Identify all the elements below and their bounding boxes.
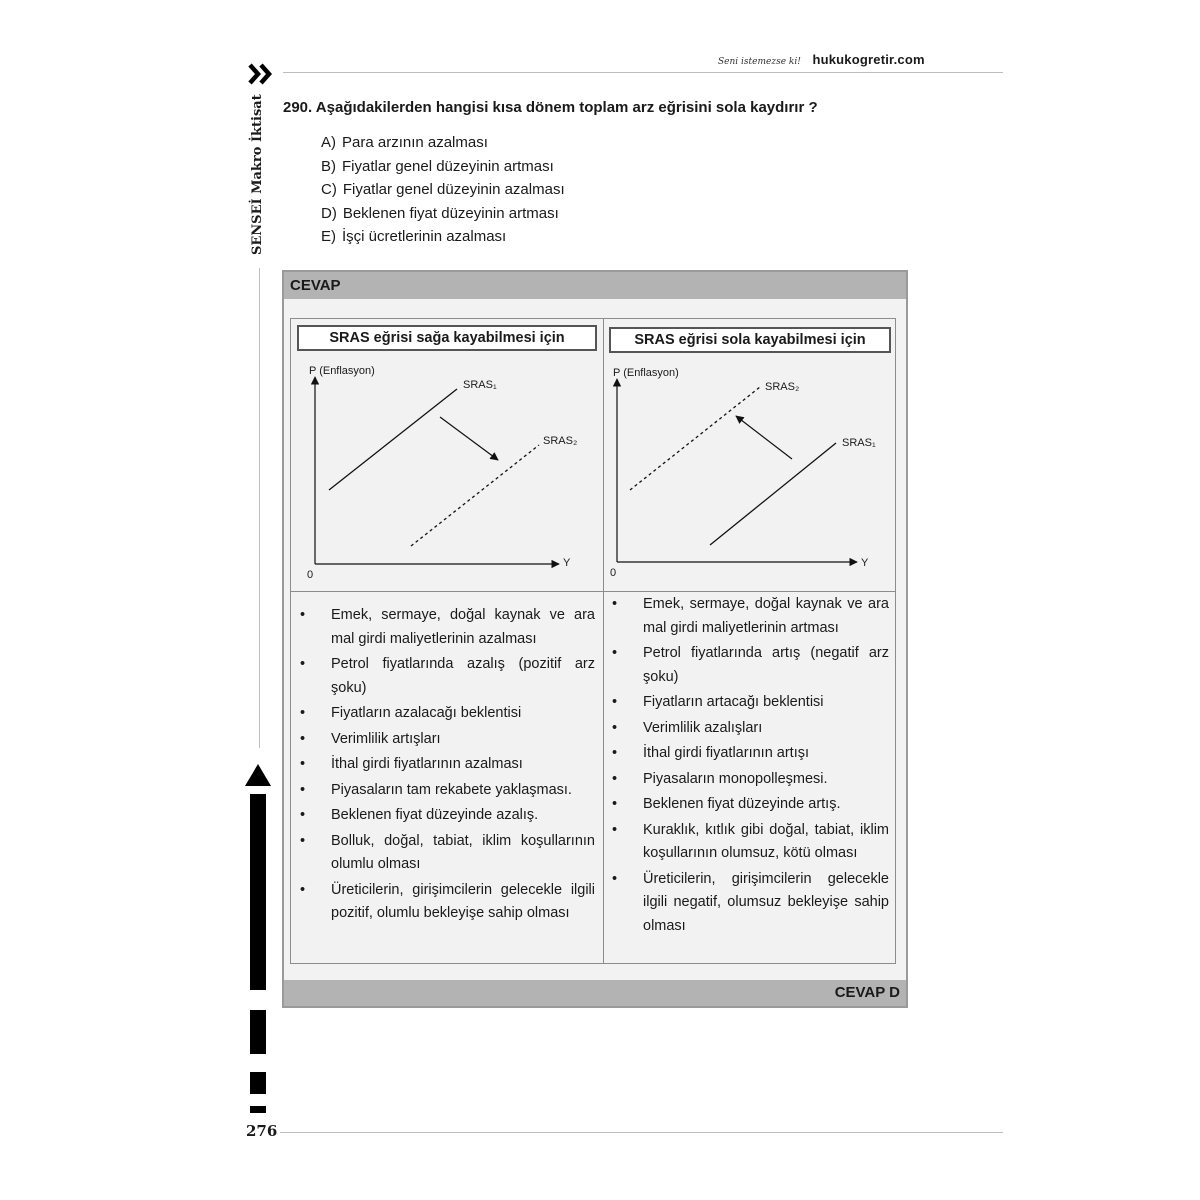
- left-sras1-curve: [329, 389, 457, 490]
- answer-grid: [290, 318, 896, 964]
- right-sras2-label: SRAS₂: [765, 381, 800, 393]
- up-arrow-icon: [245, 764, 271, 786]
- left-origin-label: 0: [307, 569, 314, 581]
- list-item: • Emek, sermaye, doğal kaynak ve ara mal girdi maliyetlerinin artması: [607, 593, 889, 640]
- list-item: • Petrol fiyatlarında artış (negatif arz şoku): [607, 642, 889, 689]
- option-a: A) Para arzının azalması: [321, 134, 488, 151]
- brand-domain: hukukogretir.com: [812, 52, 925, 67]
- right-origin-label: 0: [610, 567, 617, 579]
- list-item: • Üreticilerin, girişimcilerin gelecekle ilgili negatif, olumsuz bekleyişe sahip olması: [607, 868, 889, 939]
- top-divider: [283, 72, 1003, 73]
- side-bar-segment: [250, 1106, 266, 1113]
- side-bar-segment: [250, 794, 266, 990]
- right-x-axis-label: Y: [861, 557, 869, 569]
- right-shift-arrow: [736, 416, 792, 459]
- right-sras2-curve: [630, 387, 760, 490]
- question-text: 290. Aşağıdakilerden hangisi kısa dönem toplam arz eğrisini sola kaydırır ?: [283, 99, 818, 116]
- grid-horizontal-divider: [291, 591, 895, 592]
- side-book-title: SENSEİ Makro İktisat: [250, 94, 265, 255]
- left-sras2-curve: [411, 445, 539, 546]
- brand-script: Seni istemezse ki!: [718, 57, 801, 67]
- site-brand: [718, 52, 925, 67]
- list-item: • Fiyatların artacağı beklentisi: [607, 691, 889, 715]
- answer-box: [282, 270, 908, 1008]
- side-bar-segment: [250, 1010, 266, 1054]
- left-factor-list: [295, 604, 595, 928]
- right-sras1-label: SRAS₁: [842, 437, 876, 449]
- list-item: • Verimlilik azalışları: [607, 717, 889, 741]
- left-graph-title: SRAS eğrisi sağa kayabilmesi için: [297, 325, 597, 351]
- side-bar-segment: [250, 1072, 266, 1094]
- list-item: • Beklenen fiyat düzeyinde azalış.: [295, 804, 595, 828]
- list-item: • Verimlilik artışları: [295, 728, 595, 752]
- option-b: B) Fiyatlar genel düzeyinin artması: [321, 157, 554, 175]
- list-item: • İthal girdi fiyatlarının azalması: [295, 753, 595, 777]
- option-e: E) İşçi ücretlerinin azalması: [321, 228, 507, 246]
- list-item: • Üreticilerin, girişimcilerin gelecekle ilgili pozitif, olumlu bekleyişe sahip olması: [295, 879, 595, 926]
- list-item: • Beklenen fiyat düzeyinde artış.: [607, 793, 889, 817]
- left-y-axis-label: P (Enflasyon): [309, 365, 375, 377]
- answer-options: [321, 131, 565, 249]
- left-x-axis-label: Y: [563, 557, 571, 569]
- list-item: • Piyasaların tam rekabete yaklaşması.: [295, 779, 595, 803]
- list-item: • İthal girdi fiyatlarının artışı: [607, 742, 889, 766]
- list-item: • Fiyatların azalacağı beklentisi: [295, 702, 595, 726]
- right-graph-title: SRAS eğrisi sola kayabilmesi için: [609, 327, 891, 353]
- right-y-axis-label: P (Enflasyon): [613, 367, 679, 379]
- answer-footer: CEVAP D: [284, 980, 906, 1006]
- page-number: 276: [246, 1122, 278, 1140]
- left-sras2-label: SRAS₂: [543, 435, 578, 447]
- right-factor-list: [607, 593, 889, 940]
- list-item: • Piyasaların monopolleşmesi.: [607, 768, 889, 792]
- option-d: D) Beklenen fiyat düzeyinin artması: [321, 204, 559, 222]
- list-item: • Kuraklık, kıtlık gibi doğal, tabiat, iklim koşullarının olumsuz, kötü olması: [607, 819, 889, 866]
- side-divider: [259, 268, 260, 748]
- list-item: • Petrol fiyatlarında azalış (pozitif arz şoku): [295, 653, 595, 700]
- list-item: • Emek, sermaye, doğal kaynak ve ara mal girdi maliyetlerinin azalması: [295, 604, 595, 651]
- left-sras-graph: [291, 319, 603, 591]
- right-sras1-curve: [710, 443, 836, 545]
- left-sras1-label: SRAS₁: [463, 379, 497, 391]
- left-shift-arrow: [440, 417, 498, 460]
- list-item: • Bolluk, doğal, tabiat, iklim koşullarının olumlu olması: [295, 830, 595, 877]
- right-sras-graph: [604, 319, 896, 591]
- bottom-divider: [280, 1132, 1003, 1133]
- answer-header: CEVAP: [284, 272, 906, 299]
- option-c: C) Fiyatlar genel düzeyinin azalması: [321, 181, 565, 199]
